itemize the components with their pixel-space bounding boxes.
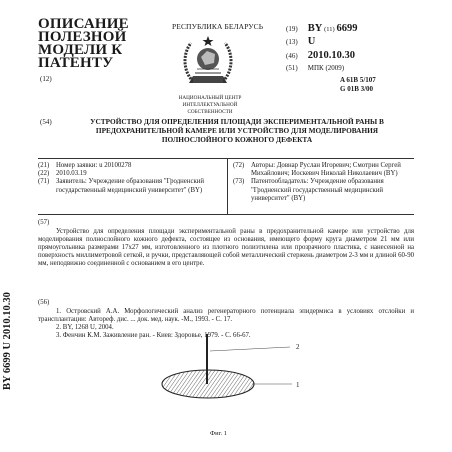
biblio-item [38,162,223,170]
biblio-row [286,35,357,48]
biblio-item [233,178,416,203]
abstract-text: Устройство для определения площади экспериментальной раны в предохранительной камере или устройство для моделирования полнослойного кожного дефекта, состоящее из основания, имеющего форму круга диаметром 21 мм или прямоугольника размерами 17x27 мм, изготовленного из плотного полиэтилена или прозрачного пластика, с нанесенной на поверхность миллиметровой сеткой, и ручки, представляющей собой металлический стержень диаметром 2-3 мм и длиной 60-90 мм, неподвижно соединенной с основанием в его центре. [38,228,414,268]
abstract-inid-code: (57) [38,219,50,226]
figure-caption: Фиг. 1 [210,430,228,437]
bibliographic-data [286,22,357,75]
state-emblem-icon [181,33,235,89]
ipc-class: G 01B 3/00 [340,85,374,93]
inid-code: (13) [286,38,298,47]
ipc-class: A 61B 5/107 [340,76,376,84]
figure-label: 1 [296,381,300,389]
publication-date: 2010.10.30 [307,49,355,61]
biblio-item [38,170,223,178]
figure-label: 2 [296,343,300,351]
inid-code: (46) [286,51,298,60]
column-divider [227,158,228,214]
authors: Авторы: Довнар Руслан Игоревич; Смотрин Сергей Михайлович; Иоскевич Николай Николаевич (BY) [251,162,401,178]
inid-code: (11) [324,26,335,33]
applicant: Заявитель: Учреждение образования "Гродненский государственный медицинский университет" (BY) [56,178,205,194]
doc-title-line: МОДЕЛИ К [38,42,123,58]
office-line: СОБСТВЕННОСТИ [187,109,233,115]
inid-code: (51) [286,63,298,72]
document-kind: U [307,36,316,48]
divider [38,158,414,159]
patent-number: 6699 [336,23,358,34]
application-number: Номер заявки: u 20100278 [56,162,132,169]
divider [38,214,414,215]
document-type-title [38,18,148,70]
inid-code: (19) [286,25,298,33]
leader-line [210,347,290,351]
inid-code: (73) [233,178,245,186]
applicant-column [38,162,223,195]
doc-title-line: ОПИСАНИЕ [38,16,129,32]
office-line: ИНТЕЛЛЕКТУАЛЬНОЙ [182,102,238,108]
title-inid-code: (54) [40,118,52,126]
country-name: РЕСПУБЛИКА БЕЛАРУСЬ [172,22,264,31]
invention-title: УСТРОЙСТВО ДЛЯ ОПРЕДЕЛЕНИЯ ПЛОЩАДИ ЭКСПЕРИМЕНТАЛЬНОЙ РАНЫ В ПРЕДОХРАНИТЕЛЬНОЙ КАМЕРЕ ИЛИ УСТРОЙСТВО ДЛЯ МОДЕЛИРОВАНИЯ ПОЛНОСЛОЙНОГО КОЖНОГО ДЕФЕКТА [90,117,384,144]
biblio-row [286,62,357,75]
inid-code: (72) [233,162,245,169]
office-line: НАЦИОНАЛЬНЫЙ ЦЕНТР [178,95,242,101]
biblio-row [286,49,357,62]
biblio-row [286,22,357,35]
biblio-item [38,178,223,194]
doc-title-code: (12) [40,75,52,83]
device-figure [150,332,320,422]
authors-column [233,162,416,203]
inid-code: (71) [38,178,50,186]
reference-item: 3. Фенчин К.М. Заживление ран. - Киев: Здоровье, 1979. - С. 66-67. [56,332,251,340]
filing-date: 2010.03.19 [56,170,87,178]
doc-title-line: ПАТЕНТУ [38,55,114,71]
inid-code: (21) [38,162,50,169]
references-inid-code: (56) [38,299,50,306]
patent-holder: Патентообладатель: Учреждение образования "Гродненский государственный медицинский университет" (BY) [251,178,384,202]
reference-item: 2. BY, 1268 U, 2004. [56,324,114,332]
patent-office-name [160,95,260,116]
country-code: BY [307,23,323,34]
doc-title-line: ПОЛЕЗНОЙ [38,29,127,45]
side-document-id: BY 6699 U 2010.10.30 [2,292,13,390]
reference-item: 1. Островский А.А. Морфологический анализ регенераторного потенциала эпидермиса в условиях отслойки и трансплантации: Автореф. дис. ... док. мед. наук. -М., 1993. - С. 17. [38,308,414,324]
biblio-item [233,162,416,178]
ipc-classes [340,76,376,94]
inid-code: (22) [38,170,50,178]
ipc-edition: МПК (2009) [307,63,345,72]
